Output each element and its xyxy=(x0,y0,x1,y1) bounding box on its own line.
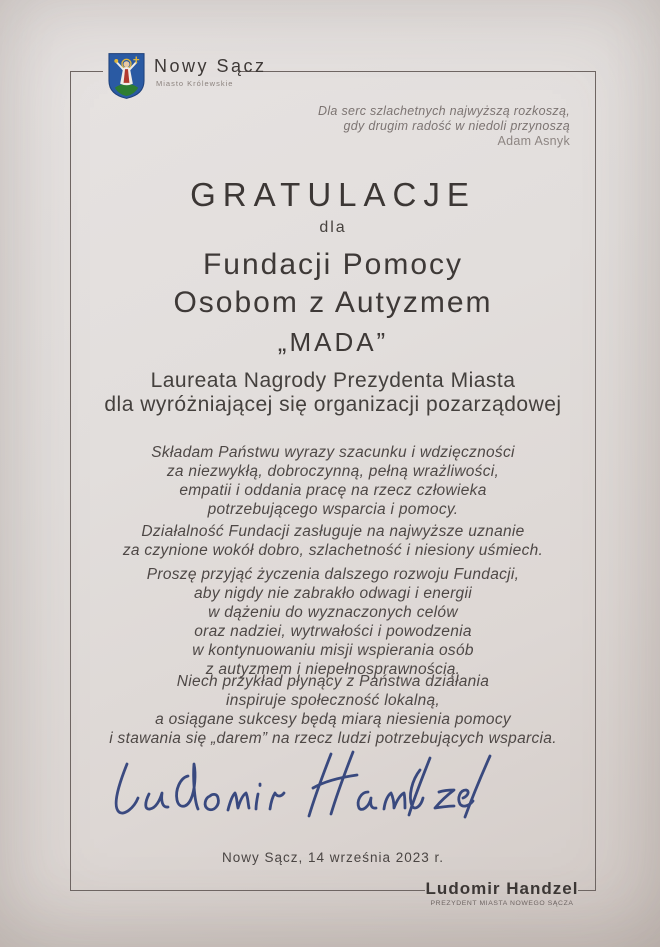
paragraph-2-line-2: za czynione wokół dobro, szlachetność i niesiony uśmiech. xyxy=(122,542,544,559)
city-name: Nowy Sącz xyxy=(154,56,267,76)
frame-top-segment-1 xyxy=(70,71,103,72)
paragraph-4 xyxy=(70,672,596,748)
frame-bottom-segment-1 xyxy=(70,890,425,891)
handwritten-signature xyxy=(103,748,503,840)
quote-line-2: gdy drugim radość w niedoli przynoszą xyxy=(343,119,570,133)
paragraph-1-line-2: za niezwykłą, dobroczynną, pełną wrażliwości, xyxy=(166,463,500,480)
title-gratulacje: GRATULACJE xyxy=(190,176,476,213)
paragraph-4-line-4: i stawania się „darem” na rzecz ludzi potrzebujących wsparcia. xyxy=(109,730,557,747)
city-subtitle: Miasto Królewskie xyxy=(156,79,234,88)
paragraph-4-line-1: Niech przykład płynący z Państwa działania xyxy=(176,673,490,690)
signer-block xyxy=(418,879,586,907)
date-line: Nowy Sącz, 14 września 2023 r. xyxy=(221,850,445,865)
city-logo xyxy=(107,51,267,101)
paragraph-4-line-2: inspiruje społeczność lokalną, xyxy=(225,692,441,709)
paragraph-4-line-3: a osiągane sukcesy będą miarą niesienia pomocy xyxy=(155,711,511,728)
signer-name: Ludomir Handzel xyxy=(425,879,579,898)
recipient-name: „MADA” xyxy=(277,327,389,357)
title-dla: dla xyxy=(319,219,347,236)
paragraph-2-line-1: Działalność Fundacji zasługuje na najwyższe uznanie xyxy=(141,523,525,540)
award-line-2: dla wyróżniającej się organizacji pozarządowej xyxy=(104,393,562,416)
quote-line-1: Dla serc szlachetnych najwyższą rozkoszą, xyxy=(318,104,570,118)
paragraph-3-line-4: oraz nadziei, wytrwałości i powodzenia xyxy=(194,623,472,640)
quote-block xyxy=(318,104,570,149)
paragraph-1-line-1: Składam Państwu wyrazy szacunku i wdzięczności xyxy=(151,444,515,461)
paragraph-3-line-6: z autyzmem i niepełnosprawnością. xyxy=(205,661,461,678)
award-line-1: Laureata Nagrody Prezydenta Miasta xyxy=(150,369,516,392)
paragraph-3-line-3: w dążeniu do wyznaczonych celów xyxy=(208,604,458,621)
signer-title: PREZYDENT MIASTA NOWEGO SĄCZA xyxy=(430,900,574,907)
frame-top-segment-2 xyxy=(238,71,596,72)
quote-author: Adam Asnyk xyxy=(497,134,570,148)
city-crest-icon xyxy=(107,51,146,101)
paragraph-3-line-1: Proszę przyjąć życzenia dalszego rozwoju Fundacji, xyxy=(146,566,520,583)
paragraph-2 xyxy=(70,522,596,560)
paragraph-3-line-2: aby nigdy nie zabrakło odwagi i energii xyxy=(194,585,472,602)
paragraph-3 xyxy=(70,565,596,679)
recipient-line-2: Osobom z Autyzmem xyxy=(173,286,493,319)
paragraph-1-line-3: empatii i oddania pracę na rzecz człowieka xyxy=(179,482,487,499)
paragraph-1-line-4: potrzebującego wsparcia i pomocy. xyxy=(207,501,459,518)
paragraph-3-line-5: w kontynuowaniu misji wspierania osób xyxy=(192,642,474,659)
recipient-line-1: Fundacji Pomocy xyxy=(202,248,464,281)
paragraph-1 xyxy=(70,443,596,519)
